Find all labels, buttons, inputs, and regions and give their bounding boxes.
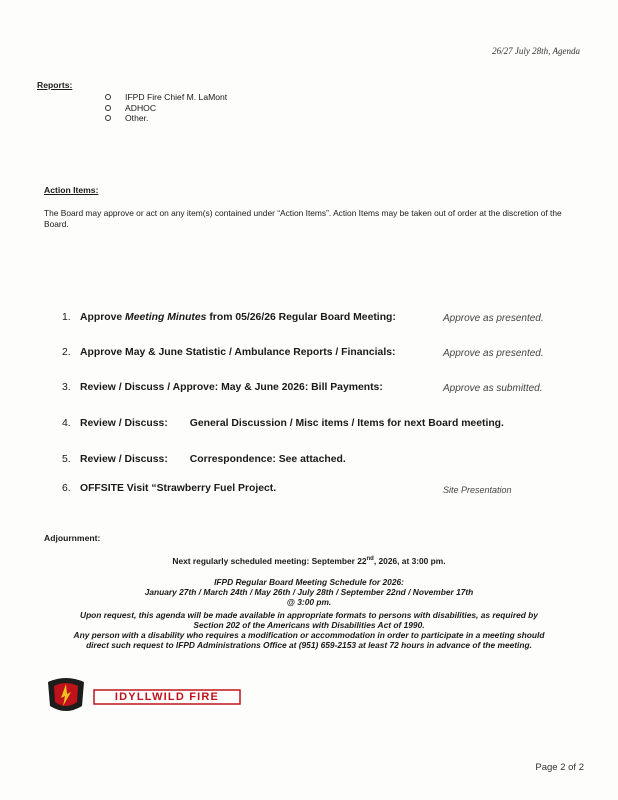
list-item: IFPD Fire Chief M. LaMont — [105, 92, 227, 103]
bullet-icon — [105, 94, 111, 100]
bullet-icon — [105, 115, 111, 121]
schedule-dates: January 27th / March 24th / May 26th / July 28th / September 22nd / November 17th — [144, 587, 474, 597]
agenda-item-1: 1. Approve Meeting Minutes from 05/26/26 Regular Board Meeting: — [62, 312, 396, 323]
agenda-item-3-note: Approve as submitted. — [443, 383, 543, 394]
schedule-block — [20, 577, 598, 607]
list-item: ADHOC — [105, 103, 227, 114]
agenda-item-1-note: Approve as presented. — [443, 313, 544, 324]
bullet-icon — [105, 105, 111, 111]
reports-title: Reports: — [37, 80, 73, 90]
agenda-item-2: 2. Approve May & June Statistic / Ambulance Reports / Financials: — [62, 347, 396, 358]
agenda-item-4: 4. Review / Discuss: General Discussion / Misc items / Items for next Board meeting. — [62, 418, 504, 429]
ada-notice: Upon request, this agenda will be made available in appropriate formats to persons with disabilities, as required by Section 202 of the Americans with Disabilities Act of 1990. Any person with a disability who requires a modification or accommodation in order to participate in a meeting should direct such request to IFPD Administrations Office at (951) 659-2153 at least 72 hours in advance of the meeting. — [73, 610, 545, 650]
next-meeting: Next regularly scheduled meeting: September 22nd, 2026, at 3:00 pm. — [172, 556, 446, 566]
agenda-item-5: 5. Review / Discuss: Correspondence: See attached. — [62, 454, 346, 465]
agenda-item-2-note: Approve as presented. — [443, 348, 544, 359]
schedule-title: IFPD Regular Board Meeting Schedule for 2026: — [214, 577, 404, 587]
agenda-item-3: 3. Review / Discuss / Approve: May & June 2026: Bill Payments: — [62, 382, 383, 393]
adjournment-title: Adjournment: — [44, 533, 101, 543]
idyllwild-fire-logo — [44, 676, 244, 716]
list-item: Other. — [105, 113, 227, 124]
logo-text: IDYLLWILD FIRE — [114, 691, 220, 703]
reports-list — [105, 92, 227, 124]
agenda-item-6-note: Site Presentation — [443, 485, 512, 495]
action-items-description: The Board may approve or act on any item(s) contained under “Action Items”. Action Items may be taken out of order at the discretion of the Board. — [44, 208, 562, 229]
header-date: 26/27 July 28th, Agenda — [492, 46, 580, 56]
agenda-item-6: 6. OFFSITE Visit “Strawberry Fuel Project. — [62, 483, 277, 494]
page-number: Page 2 of 2 — [535, 762, 584, 773]
action-items-title: Action Items: — [44, 185, 99, 195]
schedule-time: @ 3:00 pm. — [286, 597, 332, 607]
